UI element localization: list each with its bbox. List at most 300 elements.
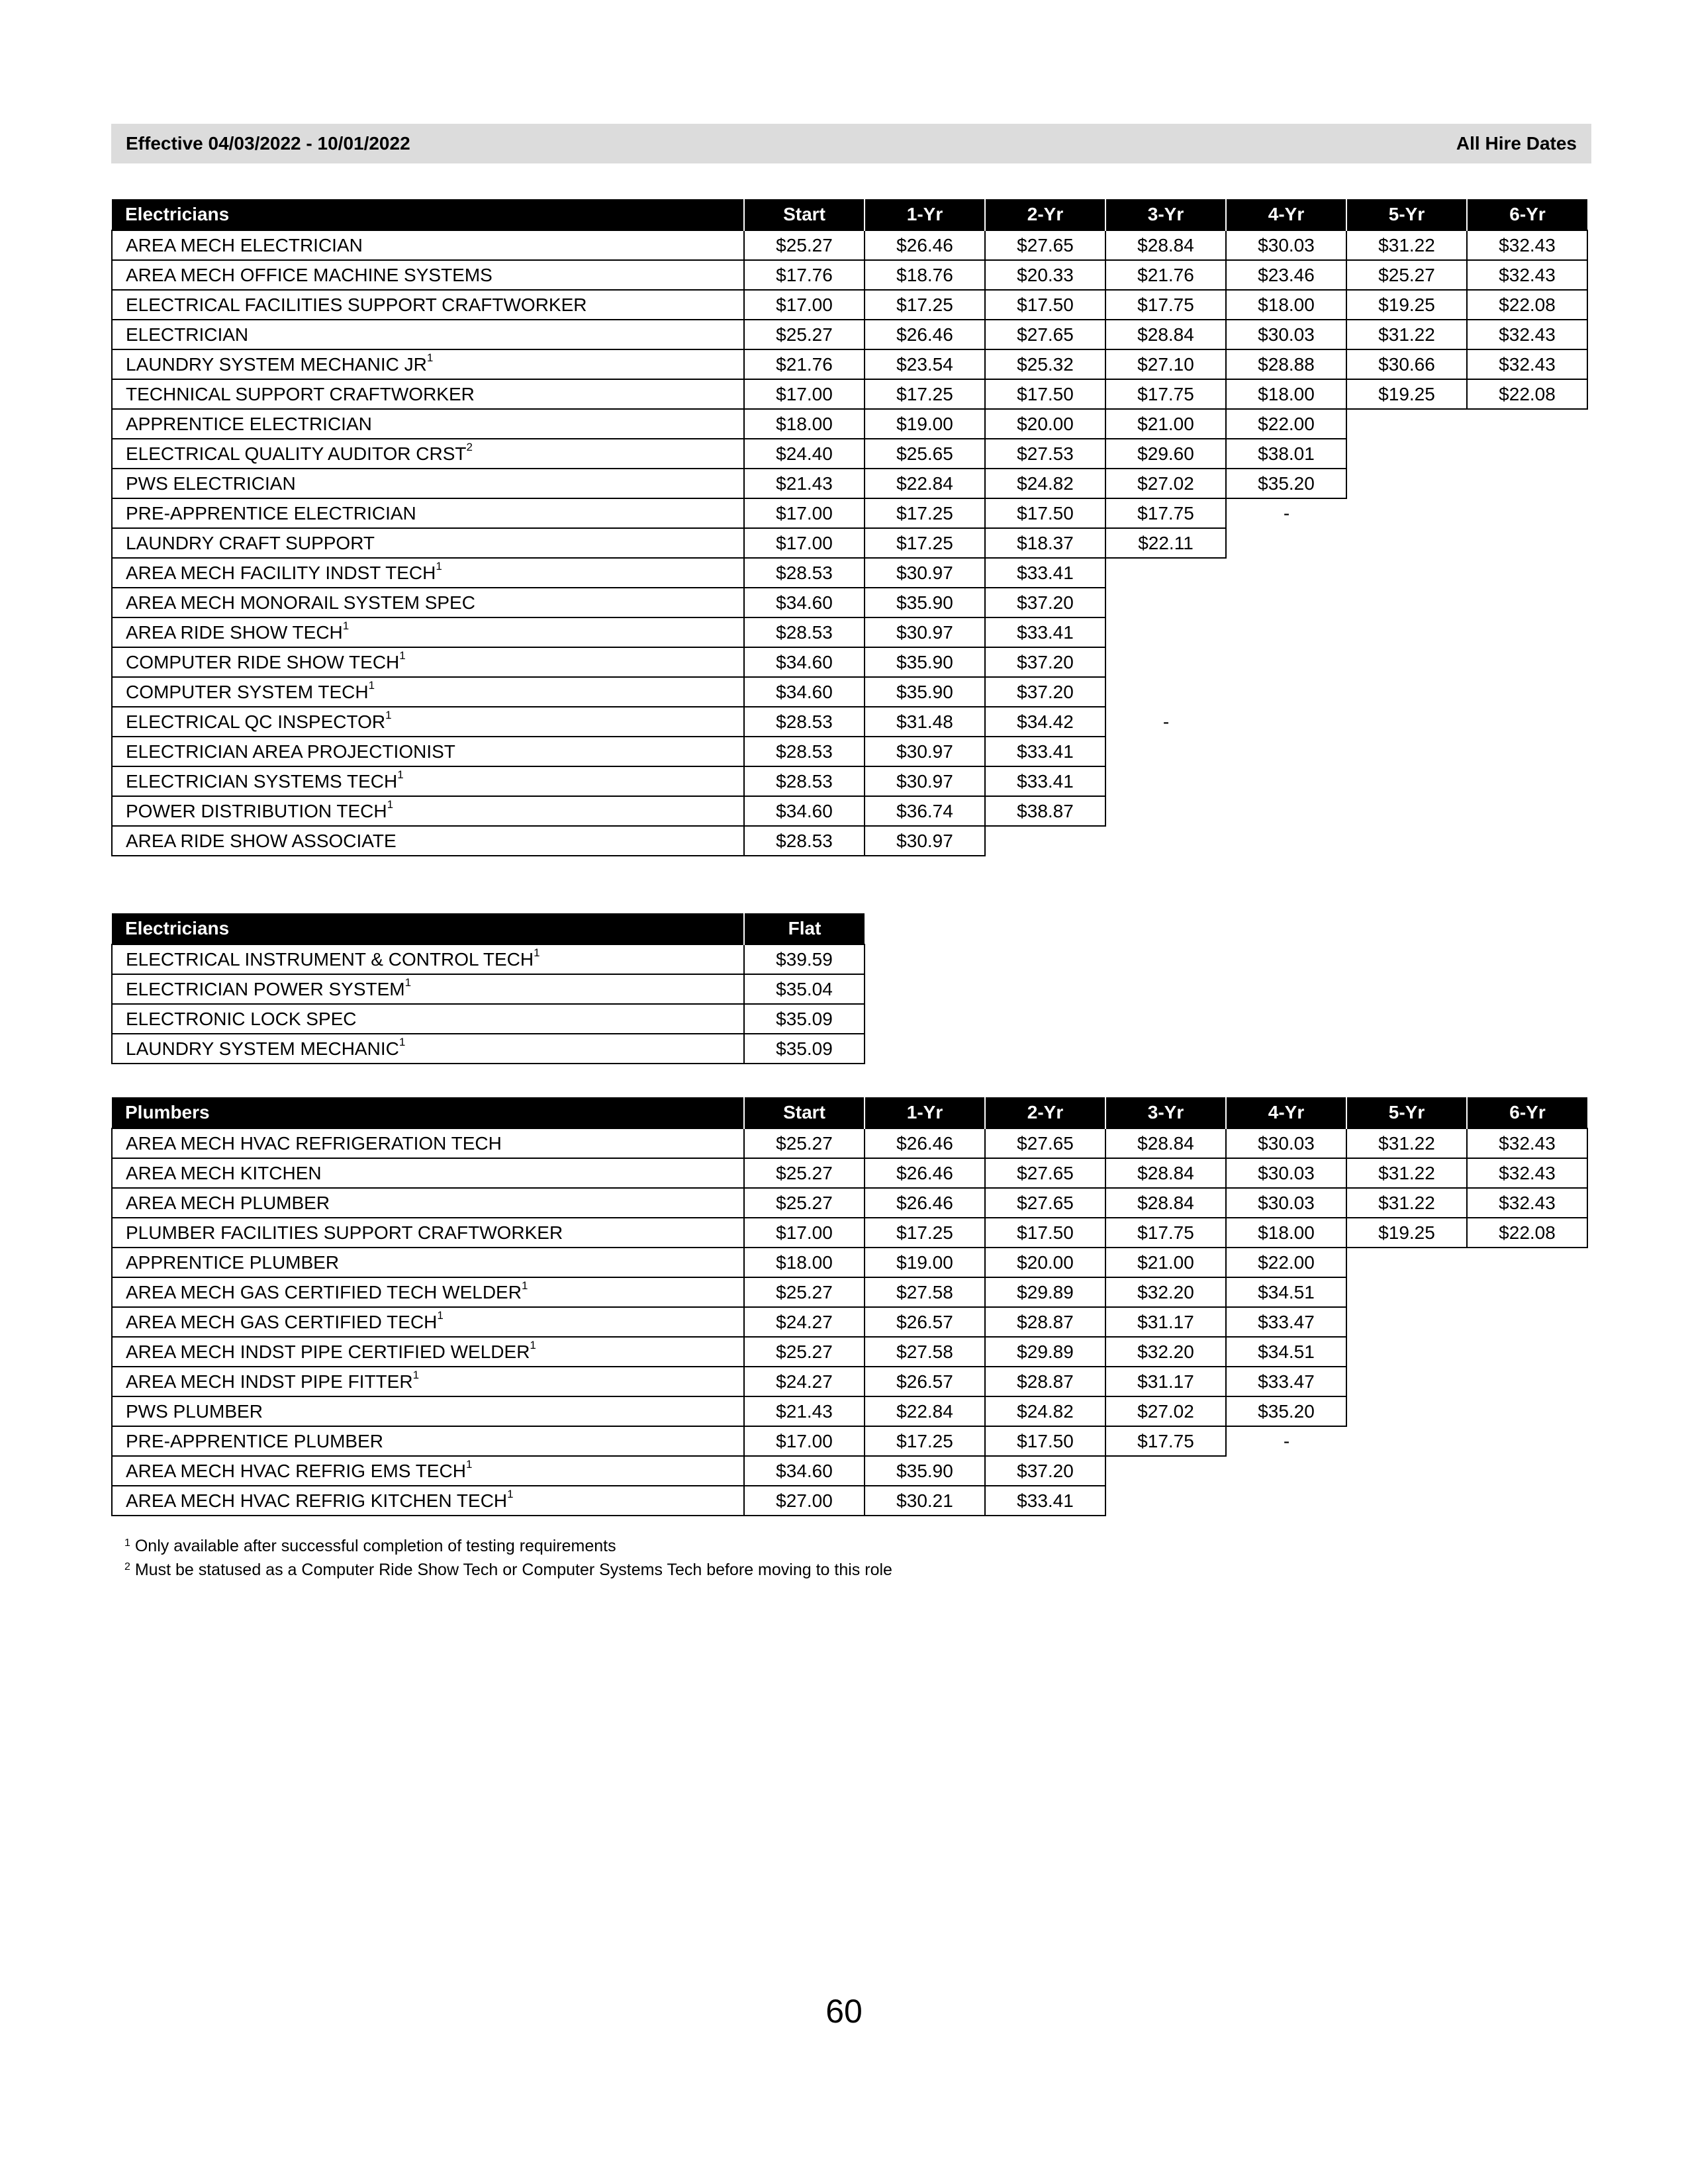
table-row <box>112 1188 1587 1218</box>
rate-cell: $36.74 <box>865 796 985 826</box>
job-title: ELECTRICIAN AREA PROJECTIONIST <box>126 741 455 762</box>
job-title-cell <box>112 677 744 707</box>
footnote-ref: 1 <box>399 649 406 662</box>
rate-cell: $32.43 <box>1467 230 1587 260</box>
rate-cell: $17.75 <box>1105 379 1226 409</box>
table-row <box>112 1426 1587 1456</box>
column-header: 2-Yr <box>985 1097 1105 1128</box>
empty-cell <box>1467 796 1587 826</box>
rate-cell: $19.25 <box>1346 290 1467 320</box>
rate-cell: $32.43 <box>1467 1158 1587 1188</box>
table-header-row <box>112 199 1587 230</box>
column-header: Flat <box>744 913 865 944</box>
footnote-ref: 1 <box>521 1279 528 1292</box>
job-title-cell <box>112 1426 744 1456</box>
job-title-cell <box>112 647 744 677</box>
rate-cell: $22.11 <box>1105 528 1226 558</box>
table-row <box>112 796 1587 826</box>
table-row <box>112 498 1587 528</box>
rate-cell: $23.46 <box>1226 260 1346 290</box>
job-title: ELECTRICAL QUALITY AUDITOR CRST <box>126 443 467 464</box>
footnote-ref: 1 <box>387 797 394 811</box>
rate-cell: $34.51 <box>1226 1277 1346 1307</box>
rate-cell: $33.41 <box>985 737 1105 766</box>
empty-cell <box>1226 617 1346 647</box>
rate-cell: $21.43 <box>744 1396 865 1426</box>
rate-cell: $27.53 <box>985 439 1105 469</box>
rate-cell: $24.27 <box>744 1367 865 1396</box>
table-row <box>112 1307 1587 1337</box>
empty-cell <box>1346 498 1467 528</box>
rate-cell: $27.65 <box>985 230 1105 260</box>
rate-cell: $33.41 <box>985 766 1105 796</box>
footnote-ref: 2 <box>466 440 473 453</box>
rate-cell: $17.00 <box>744 1426 865 1456</box>
rate-cell: $33.41 <box>985 558 1105 588</box>
empty-cell <box>1467 469 1587 498</box>
rate-cell: $38.87 <box>985 796 1105 826</box>
rate-cell: $21.00 <box>1105 409 1226 439</box>
empty-cell <box>1467 1456 1587 1486</box>
job-title-cell <box>112 1248 744 1277</box>
footnote-ref: 1 <box>385 708 392 721</box>
rate-cell: $33.41 <box>985 1486 1105 1516</box>
empty-cell <box>1467 1367 1587 1396</box>
rate-cell: $35.90 <box>865 647 985 677</box>
rate-cell: $20.00 <box>985 1248 1105 1277</box>
rate-cell: $27.58 <box>865 1277 985 1307</box>
rate-cell: $23.54 <box>865 349 985 379</box>
job-title-cell <box>112 1034 744 1064</box>
electricians-flat-rate-table <box>111 913 865 1064</box>
rate-cell: $25.27 <box>744 1188 865 1218</box>
rate-cell: $17.75 <box>1105 290 1226 320</box>
job-title: APPRENTICE ELECTRICIAN <box>126 413 372 434</box>
empty-cell <box>1467 439 1587 469</box>
rate-cell: $30.03 <box>1226 1158 1346 1188</box>
footnote-ref: 1 <box>530 1338 536 1351</box>
empty-cell <box>1467 1396 1587 1426</box>
job-title-cell <box>112 588 744 617</box>
rate-cell: $30.66 <box>1346 349 1467 379</box>
rate-cell: $35.09 <box>744 1034 865 1064</box>
rate-cell: $18.00 <box>744 409 865 439</box>
table-row <box>112 349 1587 379</box>
rate-cell: $28.84 <box>1105 1158 1226 1188</box>
empty-cell <box>1226 588 1346 617</box>
column-header: Start <box>744 199 865 230</box>
rate-cell: $21.43 <box>744 469 865 498</box>
job-title-cell <box>112 796 744 826</box>
footnote-ref: 1 <box>368 678 375 692</box>
rate-cell: $28.84 <box>1105 320 1226 349</box>
rate-cell: $24.27 <box>744 1307 865 1337</box>
rate-cell: $22.00 <box>1226 1248 1346 1277</box>
rate-cell: $17.75 <box>1105 1218 1226 1248</box>
rate-cell: $26.46 <box>865 230 985 260</box>
rate-cell: $32.43 <box>1467 349 1587 379</box>
job-title-cell <box>112 617 744 647</box>
empty-cell <box>1467 1277 1587 1307</box>
table-row <box>112 230 1587 260</box>
footnote-ref: 1 <box>426 351 434 364</box>
rate-cell: $28.84 <box>1105 230 1226 260</box>
empty-cell <box>1467 677 1587 707</box>
job-title: ELECTRICAL FACILITIES SUPPORT CRAFTWORKER <box>126 294 587 315</box>
empty-cell <box>1346 558 1467 588</box>
table-row <box>112 707 1587 737</box>
table-row <box>112 974 865 1004</box>
empty-cell <box>1346 439 1467 469</box>
job-title: AREA MECH ELECTRICIAN <box>126 234 363 255</box>
rate-cell: $30.97 <box>865 558 985 588</box>
empty-cell <box>1346 677 1467 707</box>
table-row <box>112 1396 1587 1426</box>
job-title: AREA RIDE SHOW ASSOCIATE <box>126 830 397 851</box>
empty-cell <box>1346 1396 1467 1426</box>
job-title-cell <box>112 349 744 379</box>
empty-cell <box>1105 558 1226 588</box>
rate-cell: $35.90 <box>865 588 985 617</box>
empty-cell <box>1226 737 1346 766</box>
job-title: AREA MECH FACILITY INDST TECH <box>126 562 436 583</box>
table-row <box>112 528 1587 558</box>
job-title-cell <box>112 1218 744 1248</box>
column-header: 3-Yr <box>1105 199 1226 230</box>
rate-cell: $26.57 <box>865 1307 985 1337</box>
rate-cell: $25.27 <box>744 1337 865 1367</box>
rate-cell: $31.22 <box>1346 230 1467 260</box>
rate-cell: $27.58 <box>865 1337 985 1367</box>
table-row <box>112 1034 865 1064</box>
empty-cell <box>1226 528 1346 558</box>
empty-cell <box>1105 588 1226 617</box>
table-row <box>112 944 865 974</box>
job-title: LAUNDRY SYSTEM MECHANIC <box>126 1038 399 1059</box>
rate-cell: $26.46 <box>865 320 985 349</box>
column-header: 4-Yr <box>1226 1097 1346 1128</box>
rate-cell: $31.17 <box>1105 1307 1226 1337</box>
rate-cell: $17.50 <box>985 1218 1105 1248</box>
empty-cell <box>1346 1426 1467 1456</box>
job-title-cell <box>112 1486 744 1516</box>
empty-cell <box>1346 826 1467 856</box>
empty-cell <box>1467 1486 1587 1516</box>
rate-cell: $35.20 <box>1226 469 1346 498</box>
empty-cell <box>1346 1367 1467 1396</box>
rate-cell: $28.88 <box>1226 349 1346 379</box>
rate-cell: $25.27 <box>744 1158 865 1188</box>
empty-cell <box>1346 1486 1467 1516</box>
rate-cell: $25.32 <box>985 349 1105 379</box>
empty-cell <box>1467 409 1587 439</box>
rate-cell: $31.48 <box>865 707 985 737</box>
empty-cell <box>1467 826 1587 856</box>
rate-cell: $25.27 <box>1346 260 1467 290</box>
job-title-cell <box>112 944 744 974</box>
table-row <box>112 1367 1587 1396</box>
empty-cell <box>1467 647 1587 677</box>
rate-cell: $29.89 <box>985 1277 1105 1307</box>
column-header: Start <box>744 1097 865 1128</box>
footnote-2 <box>124 1558 892 1582</box>
job-title-cell <box>112 528 744 558</box>
rate-cell: $24.82 <box>985 1396 1105 1426</box>
job-title: PWS ELECTRICIAN <box>126 473 296 494</box>
empty-cell <box>1226 826 1346 856</box>
rate-cell: $17.50 <box>985 1426 1105 1456</box>
rate-cell: $19.25 <box>1346 1218 1467 1248</box>
no-rate-dash: - <box>1283 1431 1290 1451</box>
rate-cell: $33.47 <box>1226 1367 1346 1396</box>
table-row <box>112 588 1587 617</box>
rate-cell: $27.10 <box>1105 349 1226 379</box>
table-row <box>112 1277 1587 1307</box>
job-title: ELECTRONIC LOCK SPEC <box>126 1008 357 1029</box>
rate-cell: $28.84 <box>1105 1188 1226 1218</box>
rate-cell: $26.57 <box>865 1367 985 1396</box>
job-title-cell <box>112 1307 744 1337</box>
rate-cell: $28.53 <box>744 766 865 796</box>
job-title-cell <box>112 766 744 796</box>
rate-cell: $17.25 <box>865 1426 985 1456</box>
rate-cell: $37.20 <box>985 677 1105 707</box>
empty-cell <box>1226 766 1346 796</box>
table-row <box>112 1128 1587 1158</box>
column-header: 1-Yr <box>865 199 985 230</box>
rate-cell: $31.22 <box>1346 1128 1467 1158</box>
rate-cell: $20.33 <box>985 260 1105 290</box>
footnote-mark: 2 <box>124 1561 130 1572</box>
rate-cell: $28.53 <box>744 826 865 856</box>
rate-cell: $34.60 <box>744 588 865 617</box>
job-title-cell <box>112 1128 744 1158</box>
empty-cell <box>1467 617 1587 647</box>
rate-cell: $35.90 <box>865 677 985 707</box>
table-row <box>112 826 1587 856</box>
table-row <box>112 1158 1587 1188</box>
rate-cell: $18.76 <box>865 260 985 290</box>
table-row <box>112 1456 1587 1486</box>
rate-cell: $22.08 <box>1467 290 1587 320</box>
job-title: AREA MECH HVAC REFRIGERATION TECH <box>126 1132 502 1154</box>
rate-cell: $27.02 <box>1105 1396 1226 1426</box>
rate-cell: $33.41 <box>985 617 1105 647</box>
rate-cell: $32.43 <box>1467 320 1587 349</box>
job-title-cell <box>112 498 744 528</box>
no-rate-dash: - <box>1283 503 1290 523</box>
job-title-cell <box>112 558 744 588</box>
rate-cell: $18.00 <box>744 1248 865 1277</box>
job-title-cell <box>112 260 744 290</box>
effective-date-range: Effective 04/03/2022 - 10/01/2022 <box>126 133 410 154</box>
rate-cell: $35.04 <box>744 974 865 1004</box>
column-header: 5-Yr <box>1346 1097 1467 1128</box>
rate-cell: $18.37 <box>985 528 1105 558</box>
job-title-cell <box>112 409 744 439</box>
rate-cell: $37.20 <box>985 588 1105 617</box>
rate-cell: $27.65 <box>985 1128 1105 1158</box>
rate-cell: $19.25 <box>1346 379 1467 409</box>
job-title: AREA MECH MONORAIL SYSTEM SPEC <box>126 592 475 613</box>
empty-cell <box>1346 1337 1467 1367</box>
rate-cell: $30.97 <box>865 766 985 796</box>
rate-cell: $22.08 <box>1467 379 1587 409</box>
footnote-text: Must be statused as a Computer Ride Show Tech or Computer Systems Tech before moving to this role <box>134 1561 892 1579</box>
job-title-cell <box>112 439 744 469</box>
column-header: 4-Yr <box>1226 199 1346 230</box>
rate-cell: $28.87 <box>985 1307 1105 1337</box>
job-title-cell <box>112 290 744 320</box>
rate-cell: $31.22 <box>1346 1158 1467 1188</box>
job-title: TECHNICAL SUPPORT CRAFTWORKER <box>126 383 475 404</box>
table-row <box>112 1004 865 1034</box>
hire-dates-label: All Hire Dates <box>1456 133 1577 154</box>
table-row <box>112 558 1587 588</box>
rate-cell: $34.42 <box>985 707 1105 737</box>
rate-cell: $18.00 <box>1226 290 1346 320</box>
section-title: Electricians <box>112 199 744 230</box>
rate-cell: $28.87 <box>985 1367 1105 1396</box>
column-header: 6-Yr <box>1467 1097 1587 1128</box>
footnote-ref: 1 <box>465 1457 473 1471</box>
empty-cell <box>1346 617 1467 647</box>
column-header: 6-Yr <box>1467 199 1587 230</box>
plumbers-rate-table <box>111 1097 1588 1516</box>
rate-cell: $22.08 <box>1467 1218 1587 1248</box>
rate-cell: $30.97 <box>865 826 985 856</box>
table-row <box>112 469 1587 498</box>
table-row <box>112 766 1587 796</box>
rate-cell: $29.89 <box>985 1337 1105 1367</box>
job-title-cell <box>112 320 744 349</box>
empty-cell <box>1105 796 1226 826</box>
table-row <box>112 617 1587 647</box>
no-rate-dash: - <box>1162 711 1170 732</box>
empty-cell <box>1346 1307 1467 1337</box>
rate-cell: $21.76 <box>744 349 865 379</box>
job-title: AREA RIDE SHOW TECH <box>126 621 343 643</box>
footnote-1 <box>124 1534 892 1558</box>
empty-cell <box>1467 737 1587 766</box>
rate-cell: $30.03 <box>1226 1128 1346 1158</box>
empty-cell <box>1467 1337 1587 1367</box>
job-title-cell <box>112 737 744 766</box>
empty-cell <box>1346 469 1467 498</box>
rate-cell: $32.20 <box>1105 1277 1226 1307</box>
rate-cell: $17.00 <box>744 498 865 528</box>
empty-cell <box>1467 528 1587 558</box>
rate-cell: $17.00 <box>744 1218 865 1248</box>
table-row <box>112 320 1587 349</box>
table-row <box>112 1337 1587 1367</box>
footnote-ref: 1 <box>399 1035 406 1048</box>
empty-cell <box>1346 1248 1467 1277</box>
job-title: AREA MECH KITCHEN <box>126 1162 322 1183</box>
rate-cell: $24.40 <box>744 439 865 469</box>
empty-cell <box>1226 647 1346 677</box>
rate-cell: $25.27 <box>744 1128 865 1158</box>
rate-cell: $30.03 <box>1226 230 1346 260</box>
job-title: ELECTRICAL QC INSPECTOR <box>126 711 386 732</box>
job-title-cell <box>112 1456 744 1486</box>
empty-cell <box>1467 1426 1587 1456</box>
job-title: COMPUTER RIDE SHOW TECH <box>126 651 400 672</box>
job-title-cell <box>112 1367 744 1396</box>
rate-cell: $18.00 <box>1226 1218 1346 1248</box>
empty-cell <box>1105 617 1226 647</box>
rate-cell: $17.25 <box>865 290 985 320</box>
column-header: 5-Yr <box>1346 199 1467 230</box>
rate-cell: $28.84 <box>1105 1128 1226 1158</box>
rate-cell: $30.97 <box>865 737 985 766</box>
empty-cell <box>1105 647 1226 677</box>
rate-cell: $22.84 <box>865 1396 985 1426</box>
column-header: 1-Yr <box>865 1097 985 1128</box>
empty-cell <box>1346 707 1467 737</box>
job-title: AREA MECH OFFICE MACHINE SYSTEMS <box>126 264 492 285</box>
rate-cell: $27.02 <box>1105 469 1226 498</box>
empty-cell <box>1105 1456 1226 1486</box>
empty-cell <box>985 826 1105 856</box>
job-title: ELECTRICIAN <box>126 324 249 345</box>
job-title: PWS PLUMBER <box>126 1400 263 1422</box>
table-row <box>112 260 1587 290</box>
empty-cell <box>1346 409 1467 439</box>
job-title: PRE-APPRENTICE ELECTRICIAN <box>126 502 416 523</box>
empty-cell <box>1226 677 1346 707</box>
rate-cell: $38.01 <box>1226 439 1346 469</box>
rate-cell: $25.27 <box>744 320 865 349</box>
rate-cell: $17.00 <box>744 379 865 409</box>
rate-cell: $34.51 <box>1226 1337 1346 1367</box>
empty-cell <box>1226 707 1346 737</box>
rate-cell: $26.46 <box>865 1128 985 1158</box>
empty-cell <box>1226 796 1346 826</box>
rate-cell: $27.65 <box>985 1158 1105 1188</box>
empty-cell <box>1105 677 1226 707</box>
job-title: COMPUTER SYSTEM TECH <box>126 681 369 702</box>
rate-cell: $27.00 <box>744 1486 865 1516</box>
rate-cell: $24.82 <box>985 469 1105 498</box>
section-title: Electricians <box>112 913 744 944</box>
job-title: AREA MECH HVAC REFRIG KITCHEN TECH <box>126 1490 508 1511</box>
rate-cell: $25.27 <box>744 1277 865 1307</box>
footnote-ref: 1 <box>342 619 350 632</box>
footnotes <box>124 1534 892 1582</box>
rate-cell: $19.00 <box>865 409 985 439</box>
empty-cell <box>1105 1486 1226 1516</box>
effective-date-bar <box>111 124 1591 163</box>
rate-cell: $27.65 <box>985 320 1105 349</box>
electricians-rate-table <box>111 199 1588 856</box>
rate-cell: $17.76 <box>744 260 865 290</box>
rate-cell: $35.90 <box>865 1456 985 1486</box>
empty-cell <box>1226 558 1346 588</box>
empty-cell <box>1467 766 1587 796</box>
footnote-ref: 1 <box>436 559 442 572</box>
table-row <box>112 647 1587 677</box>
rate-cell: $17.25 <box>865 1218 985 1248</box>
rate-cell: $17.50 <box>985 498 1105 528</box>
job-title-cell <box>112 1188 744 1218</box>
rate-cell: $21.76 <box>1105 260 1226 290</box>
table-row <box>112 1248 1587 1277</box>
table-row <box>112 379 1587 409</box>
empty-cell <box>1226 1486 1346 1516</box>
rate-cell: $18.00 <box>1226 379 1346 409</box>
rate-cell: $34.60 <box>744 1456 865 1486</box>
